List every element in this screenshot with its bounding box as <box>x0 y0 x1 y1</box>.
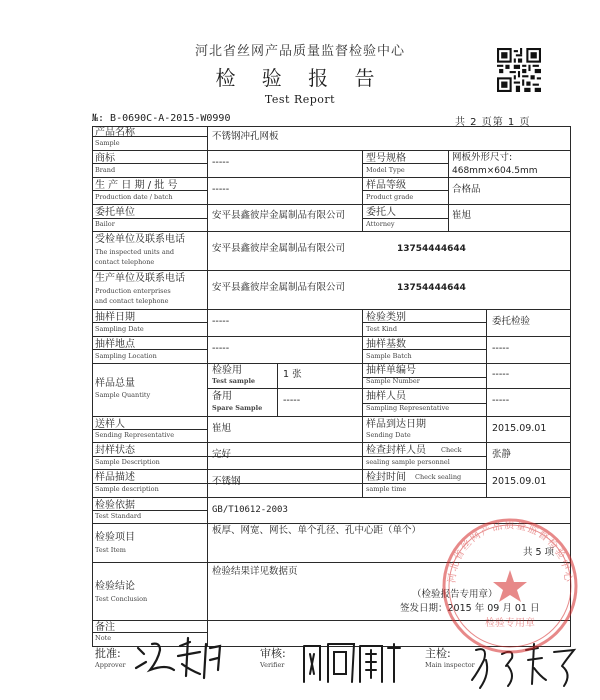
seal-time-value: 2015.09.01 <box>492 476 547 487</box>
seal-time-en: sample time <box>366 485 407 493</box>
sample-name-en: Sample <box>95 139 120 147</box>
verifier-label: 审核: <box>260 647 286 660</box>
sampling-location-en: Sampling Location <box>95 352 157 360</box>
page-info: 共 2 页第 1 页 <box>455 117 531 128</box>
test-conclusion-en: Test Conclusion <box>95 595 148 603</box>
sampling-location-label: 抽样地点 <box>95 339 135 350</box>
sample-number-value: ----- <box>492 369 510 380</box>
issue-date: 签发日期：2015 年 09 月 01 日 <box>400 603 540 614</box>
sample-number-en: Sample Number <box>366 377 420 385</box>
sampling-rep-value: ----- <box>492 395 510 406</box>
sample-batch-label: 抽样基数 <box>366 339 406 350</box>
test-kind-label: 检验类别 <box>366 312 406 323</box>
seal-center-text: 检验专用章 <box>485 618 535 629</box>
approver-label: 批准: <box>95 647 121 660</box>
test-conclusion-label: 检验结论 <box>95 581 135 592</box>
inspected-unit-en-2: contact telephone <box>95 258 155 266</box>
bailor-en: Bailor <box>95 220 115 228</box>
brand-label: 商标 <box>95 153 115 164</box>
sample-desc-label: 封样状态 <box>95 445 135 456</box>
test-conclusion-value: 检验结果详见数据页 <box>212 566 298 577</box>
attorney-label: 委托人 <box>366 207 396 218</box>
production-date-label: 生 产 日 期 / 批 号 <box>95 180 178 191</box>
seal-time-label: 检封时间 <box>366 472 406 483</box>
test-sample-label: 检验用 <box>212 365 242 376</box>
product-grade-en: Product grade <box>366 193 414 201</box>
production-unit-en-1: Production enterprises <box>95 287 171 295</box>
sending-date-value: 2015.09.01 <box>492 423 547 434</box>
seal-time-en-check: Check sealing <box>415 473 462 481</box>
seal-check-label: 检查封样人员 <box>366 445 426 456</box>
test-item-label: 检验项目 <box>95 532 135 543</box>
model-en: Model Type <box>366 166 405 174</box>
inspection-seal-icon <box>435 508 585 658</box>
report-number: №: B-0690C-A-2015-W0990 <box>92 113 231 124</box>
seal-check-value: 张静 <box>492 449 512 460</box>
sampling-date-label: 抽样日期 <box>95 312 135 323</box>
model-value-2: 468mm×604.5mm <box>452 166 538 176</box>
note-label: 备注 <box>95 622 115 633</box>
sending-rep-label: 送样人 <box>95 419 125 430</box>
bailor-label: 委托单位 <box>95 207 135 218</box>
report-subtitle: Test Report <box>264 93 336 106</box>
sample-batch-value: ----- <box>492 343 510 354</box>
model-label: 型号规格 <box>366 153 406 164</box>
test-standard-label: 检验依据 <box>95 500 135 511</box>
sample-number-label: 抽样单编号 <box>366 365 416 376</box>
inspector-en: Main inspector <box>425 661 475 669</box>
sample-desc-en: Sample Description <box>95 458 160 466</box>
spare-sample-label: 备用 <box>212 391 232 402</box>
bailor-value: 安平县鑫彼岸金属制品有限公司 <box>212 210 346 221</box>
verifier-en: Verifier <box>260 661 285 669</box>
brand-en: Brand <box>95 166 116 174</box>
test-item-count: 共 5 项 <box>523 547 555 558</box>
inspected-unit-en-1: The inspected units and <box>95 248 175 256</box>
organization-name: 河北省丝网产品质量监督检验中心 <box>194 44 405 59</box>
model-value-1: 网板外形尺寸: <box>452 152 513 163</box>
sample-name-value: 不锈钢冲孔网板 <box>212 131 279 142</box>
test-kind-value: 委托检验 <box>492 316 531 327</box>
approver-en: Approver <box>95 661 126 669</box>
production-unit-en-2: and contact telephone <box>95 297 169 305</box>
stamp-note: （检验报告专用章） <box>412 589 498 600</box>
approver-signature <box>130 630 225 685</box>
sample-desc-value: 完好 <box>212 449 232 460</box>
production-unit-value: 安平县鑫彼岸金属制品有限公司 <box>212 282 346 293</box>
attorney-en: Attorney <box>366 220 395 228</box>
sample-quantity-en: Sample Quantity <box>95 391 151 399</box>
production-date-value: ----- <box>212 184 230 195</box>
sampling-rep-en: Sampling Representative <box>366 404 450 412</box>
report-title: 检 验 报 告 <box>215 66 385 90</box>
sample-describe-en: Sample description <box>95 485 159 493</box>
sending-date-label: 样品到达日期 <box>366 419 426 430</box>
inspected-unit-label: 受检单位及联系电话 <box>95 234 185 245</box>
production-date-en: Production date / batch <box>95 193 173 201</box>
inspected-unit-phone: 13754444644 <box>397 244 466 254</box>
test-item-value: 板厚、网宽、网长、单个孔径、孔中心距（单个） <box>212 525 422 536</box>
sample-batch-en: Sample Batch <box>366 352 412 360</box>
sending-rep-en: Sending Representative <box>95 431 175 439</box>
attorney-value: 崔旭 <box>452 210 472 221</box>
spare-sample-value: ----- <box>283 395 301 406</box>
sample-name-label: 产品名称 <box>95 127 135 138</box>
spare-sample-en: Spare Sample <box>212 404 263 412</box>
sample-describe-label: 样品描述 <box>95 472 135 483</box>
verifier-signature <box>298 638 408 688</box>
production-unit-label: 生产单位及联系电话 <box>95 273 185 284</box>
sample-describe-value: 不锈钢 <box>212 476 241 487</box>
test-standard-en: Test Standard <box>95 512 142 520</box>
product-grade-value: 合格品 <box>452 184 481 195</box>
product-grade-label: 样品等级 <box>366 180 406 191</box>
sample-quantity-label: 样品总量 <box>95 378 135 389</box>
test-kind-en: Test Kind <box>366 325 397 333</box>
seal-check-en-check: Check <box>441 446 462 454</box>
sampling-rep-label: 抽样人员 <box>366 391 406 402</box>
test-item-en: Test Item <box>95 546 126 554</box>
test-sample-en: Test sample <box>212 377 256 385</box>
svg-text:河北省丝网产品质量监督检验中心: 河北省丝网产品质量监督检验中心 <box>446 520 574 584</box>
note-en: Note <box>95 634 112 642</box>
test-sample-value: 1 张 <box>283 369 302 380</box>
sending-date-en: Sending Date <box>366 431 411 439</box>
sampling-date-value: ----- <box>212 316 230 327</box>
sending-rep-value: 崔旭 <box>212 423 232 434</box>
inspected-unit-value: 安平县鑫彼岸金属制品有限公司 <box>212 243 346 254</box>
sampling-date-en: Sampling Date <box>95 325 144 333</box>
seal-check-en: sealing sample personnel <box>366 458 450 466</box>
brand-value: ----- <box>212 157 230 168</box>
production-unit-phone: 13754444644 <box>397 283 466 293</box>
inspector-label: 主检: <box>425 647 451 660</box>
sampling-location-value: ----- <box>212 343 230 354</box>
test-standard-value: GB/T10612-2003 <box>212 505 288 515</box>
